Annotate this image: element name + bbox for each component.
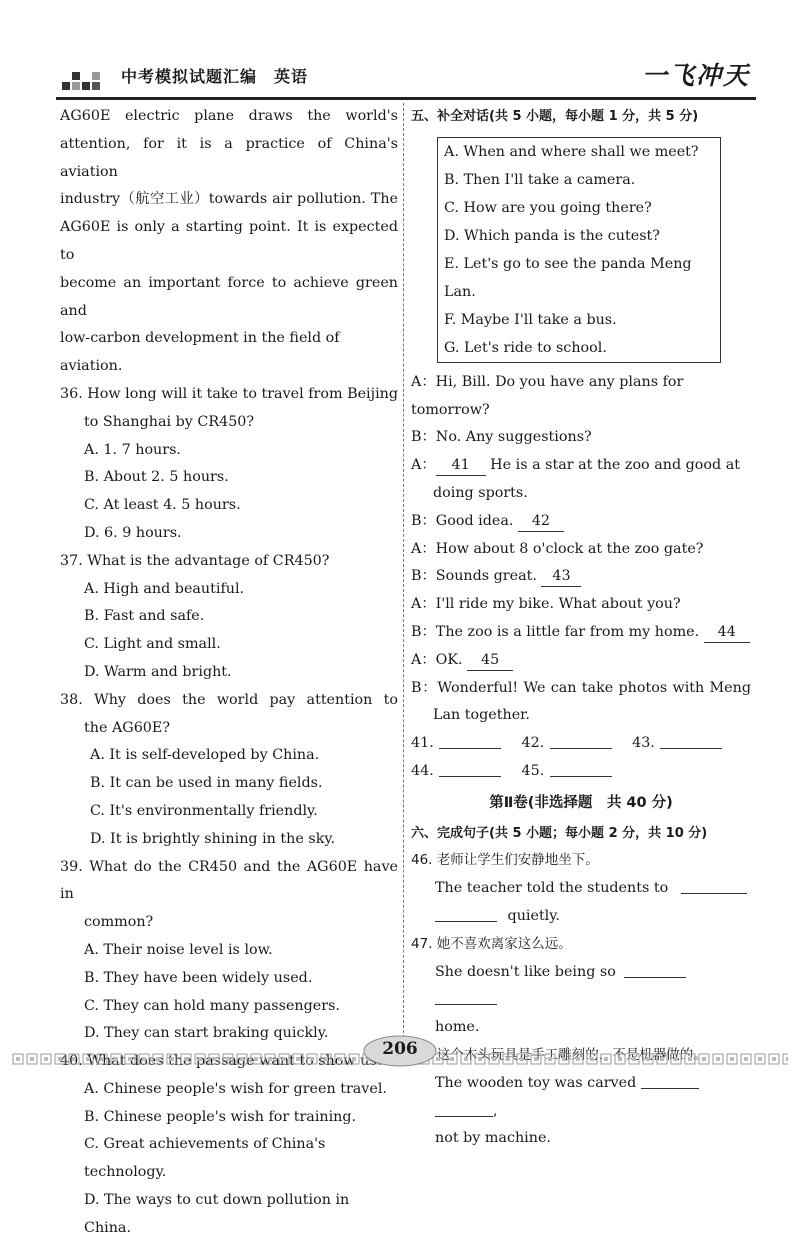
question-46-chinese: 46. 老师让学生们安静地坐下。 xyxy=(411,852,599,869)
blank-43[interactable]: 43 xyxy=(541,566,581,587)
option: B. They have been widely used. xyxy=(84,969,313,986)
brand-logo: 一飞冲天 xyxy=(641,61,750,90)
header-rule xyxy=(56,97,756,100)
option: D. They can start braking quickly. xyxy=(84,1025,329,1042)
column-divider xyxy=(403,103,404,1043)
option: A. High and beautiful. xyxy=(84,580,245,597)
question-37-stem: 37. What is the advantage of CR450? xyxy=(60,552,330,569)
question-38-stem-cont: the AG60E? xyxy=(84,719,170,736)
blank-42[interactable]: 42 xyxy=(518,511,564,532)
question-36-stem: 36. How long will it take to travel from Beijing xyxy=(60,385,398,402)
box-option: B. Then I'll take a camera. xyxy=(444,171,636,188)
page-header xyxy=(56,56,756,96)
question-46-english: The teacher told the students to xyxy=(435,875,751,903)
option: D. It is brightly shining in the sky. xyxy=(90,830,336,847)
blank-44[interactable]: 44 xyxy=(704,622,750,643)
question-36-stem-cont: to Shanghai by CR450? xyxy=(84,413,255,430)
answer-blank[interactable] xyxy=(435,903,497,922)
dialogue-line: B：Sounds great. 43 xyxy=(411,563,751,591)
option: C. Light and small. xyxy=(84,636,221,653)
answer-blank[interactable] xyxy=(641,1070,699,1089)
question-48-english: The wooden toy was carved , xyxy=(435,1070,751,1126)
box-option: A. When and where shall we meet? xyxy=(444,143,699,160)
answer-line-43[interactable] xyxy=(660,730,722,749)
question-46-english-cont: quietly. xyxy=(435,903,751,931)
option: D. The ways to cut down pollution in China. xyxy=(84,1192,350,1236)
passage-line: low-carbon development in the field of aviation. xyxy=(60,330,340,375)
answer-blank[interactable] xyxy=(435,1098,493,1117)
section-5-title: 五、补全对话(共 5 小题，每小题 1 分，共 5 分) xyxy=(411,109,699,124)
blank-45[interactable]: 45 xyxy=(467,650,513,671)
blank-41[interactable]: 41 xyxy=(436,455,486,476)
box-option: E. Let's go to see the panda Meng Lan. xyxy=(444,255,692,300)
question-47-english: She doesn't like being so xyxy=(435,959,751,1015)
box-option: D. Which panda is the cutest? xyxy=(444,227,660,244)
series-title: 中考模拟试题汇编 英语 xyxy=(121,67,309,86)
option: A. Chinese people's wish for green travel. xyxy=(84,1080,387,1097)
page-number: 206 xyxy=(382,1039,418,1059)
option: A. It is self-developed by China. xyxy=(90,747,320,764)
passage-line: become an important force to achieve green and xyxy=(60,274,398,319)
box-option: F. Maybe I'll take a bus. xyxy=(444,311,617,328)
checker-squares-icon xyxy=(62,70,102,94)
question-39-stem-cont: common? xyxy=(84,914,154,931)
option: C. It's environmentally friendly. xyxy=(90,802,318,819)
answer-blank[interactable] xyxy=(624,959,686,978)
dialogue-line: A：Hi, Bill. Do you have any plans for tomorrow? xyxy=(411,373,684,418)
answer-line-41[interactable] xyxy=(439,730,501,749)
passage-line: industry（航空工业）towards air pollution. The xyxy=(60,191,398,208)
option: A. 1. 7 hours. xyxy=(84,441,181,458)
dialogue-line-cont: Lan together. xyxy=(433,707,530,724)
option: A. Their noise level is low. xyxy=(84,941,273,958)
dialogue-line: B：The zoo is a little far from my home. 44 xyxy=(411,619,751,647)
answer-number: 41. xyxy=(411,735,434,752)
options-box xyxy=(437,137,721,363)
option: B. About 2. 5 hours. xyxy=(84,469,229,486)
box-option: G. Let's ride to school. xyxy=(444,339,607,356)
answer-row xyxy=(411,758,751,786)
dialogue-line: B：Wonderful! We can take photos with Meng xyxy=(411,679,751,696)
answer-row xyxy=(411,730,751,758)
passage-line: AG60E electric plane draws the world's xyxy=(60,108,398,124)
option: D. Warm and bright. xyxy=(84,663,232,680)
option: B. It can be used in many fields. xyxy=(90,775,323,792)
dialogue-line: A：OK. 45 xyxy=(411,647,751,675)
left-column xyxy=(60,103,398,1243)
dialogue-line: A：How about 8 o'clock at the zoo gate? xyxy=(411,540,704,557)
answer-line-45[interactable] xyxy=(550,758,612,777)
answer-line-42[interactable] xyxy=(550,730,612,749)
option: C. At least 4. 5 hours. xyxy=(84,497,241,514)
part-2-title: 第Ⅱ卷(非选择题 共 40 分) xyxy=(489,794,673,811)
right-column xyxy=(411,103,751,1153)
option: B. Fast and safe. xyxy=(84,608,205,625)
answer-number: 44. xyxy=(411,762,434,779)
passage-line: attention, for it is a practice of China's aviation xyxy=(60,135,398,180)
dialogue-line: B：Good idea. 42 xyxy=(411,508,751,536)
question-47-english-cont: home. xyxy=(435,1019,480,1036)
question-48-english-cont: not by machine. xyxy=(435,1130,551,1147)
answer-blank[interactable] xyxy=(435,986,497,1005)
answer-number: 42. xyxy=(521,735,545,752)
dialogue-line: A：I'll ride my bike. What about you? xyxy=(411,596,681,613)
answer-number: 43. xyxy=(632,735,655,752)
dialogue-line-cont: doing sports. xyxy=(433,484,528,501)
answer-line-44[interactable] xyxy=(439,758,501,777)
question-39-stem: 39. What do the CR450 and the AG60E have in xyxy=(60,858,398,903)
section-6-title: 六、完成句子(共 5 小题；每小题 2 分，共 10 分) xyxy=(411,825,708,841)
question-38-stem: 38. Why does the world pay attention to xyxy=(60,691,398,708)
dialogue-line: A： 41 He is a star at the zoo and good at xyxy=(411,452,751,480)
dialogue-line: B：No. Any suggestions? xyxy=(411,429,592,446)
answer-number: 45. xyxy=(521,762,545,779)
answer-blank[interactable] xyxy=(681,875,747,894)
option: D. 6. 9 hours. xyxy=(84,524,182,541)
option: C. They can hold many passengers. xyxy=(84,997,340,1014)
option: C. Great achievements of China's technology. xyxy=(84,1136,326,1181)
question-47-chinese: 47. 她不喜欢离家这么远。 xyxy=(411,935,572,952)
passage-line: AG60E is only a starting point. It is expected to xyxy=(60,219,398,263)
option: B. Chinese people's wish for training. xyxy=(84,1108,357,1125)
box-option: C. How are you going there? xyxy=(444,199,652,216)
